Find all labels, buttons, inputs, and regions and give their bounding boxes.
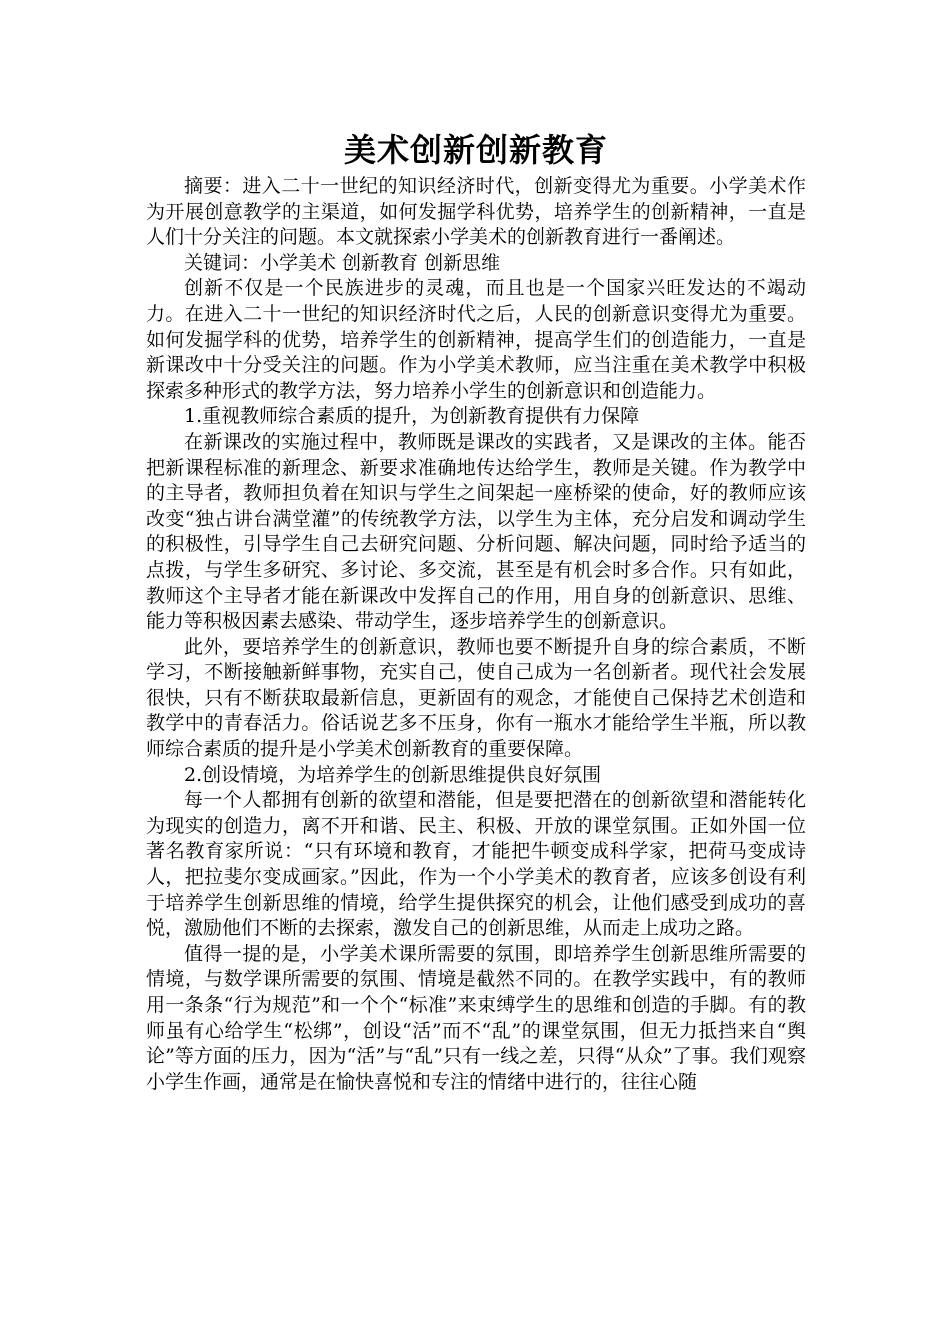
body-paragraph: 此外，要培养学生的创新意识，教师也要不断提升自身的综合素质，不断学习，不断接触新鲜事物，充实自己，使自己成为一名创新者。现代社会发展很快，只有不断获取最新信息，更新固有的观念，才能使自己保持艺术创造和教学中的青春活力。俗话说艺多不压身，你有一瓶水才能给学生半瓶，所以教师综合素质的提升是小学美术创新教育的重要保障。 [146, 635, 806, 761]
abstract-paragraph: 摘要：进入二十一世纪的知识经济时代，创新变得尤为重要。小学美术作为开展创意教学的主渠道，如何发掘学科优势，培养学生的创新精神，一直是人们十分关注的问题。本文就探索小学美术的创新教育进行一番阐述。 [146, 175, 806, 249]
section-heading-2: 2.创设情境，为培养学生的创新思维提供良好氛围 [184, 763, 602, 786]
section-heading-1: 1.重视教师综合素质的提升，为创新教育提供有力保障 [184, 405, 640, 428]
document-title: 美术创新创新教育 [343, 131, 608, 169]
document-page [146, 128, 806, 1095]
body-paragraph: 创新不仅是一个民族进步的灵魂，而且也是一个国家兴旺发达的不竭动力。在进入二十一世纪的知识经济时代之后，人民的创新意识变得尤为重要。如何发掘学科的优势，培养学生的创新精神，提高学生们的创造能力，一直是新课改中十分受关注的问题。作为小学美术教师，应当注重在美术教学中积极探索多种形式的教学方法，努力培养小学生的创新意识和创造能力。 [146, 277, 806, 402]
body-paragraph: 值得一提的是，小学美术课所需要的氛围，即培养学生创新思维所需要的情境，与数学课所需要的氛围、情境是截然不同的。在教学实践中，有的教师用一条条“行为规范”和一个个“标准”来束缚学生的思维和创造的手脚。有的教师虽有心给学生“松绑”，创设“活”而不“乱”的课堂氛围，但无力抵挡来自“舆论”等方面的压力，因为“活”与“乱”只有一线之差，只得“从众”了事。我们观察小学生作画，通常是在愉快喜悦和专注的情绪中进行的，往往心随 [146, 942, 806, 1093]
keywords-paragraph: 关键词：小学美术 创新教育 创新思维 [184, 251, 501, 274]
body-paragraph: 每一个人都拥有创新的欲望和潜能，但是要把潜在的创新欲望和潜能转化为现实的创造力，离不开和谐、民主、积极、开放的课堂氛围。正如外国一位著名教育家所说：“只有环境和教育，才能把牛顿变成科学家，把荷马变成诗人，把拉斐尔变成画家。”因此，作为一个小学美术的教育者，应该多创设有利于培养学生创新思维的情境，给学生提供探究的机会，让他们感受到成功的喜悦，激励他们不断的去探索，激发自己的创新思维，从而走上成功之路。 [146, 789, 806, 940]
body-paragraph: 在新课改的实施过程中，教师既是课改的实践者，又是课改的主体。能否把新课程标准的新理念、新要求准确地传达给学生，教师是关键。作为教学中的主导者，教师担负着在知识与学生之间架起一座桥梁的使命，好的教师应该改变“独占讲台满堂灌”的传统教学方法，以学生为主体，充分启发和调动学生的积极性，引导学生自己去研究问题、分析问题、解决问题，同时给予适当的点拨，与学生多研究、多讨论、多交流，甚至是有机会时多合作。只有如此，教师这个主导者才能在新课改中发挥自己的作用，用自身的创新意识、思维、能力等积极因素去感染、带动学生，逐步培养学生的创新意识。 [146, 430, 806, 633]
